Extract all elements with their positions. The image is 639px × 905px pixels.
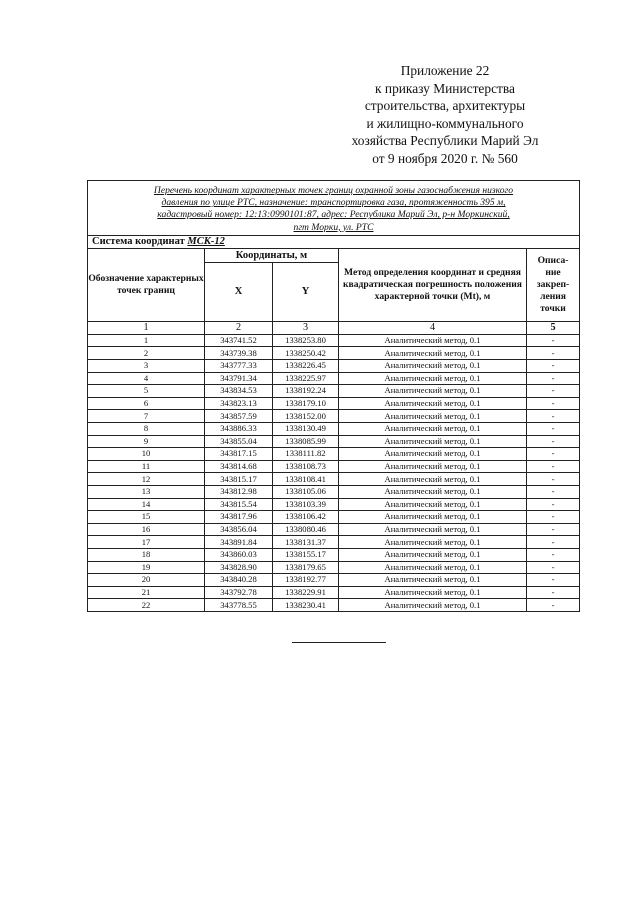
description-cell: - [527, 360, 580, 373]
method-cell: Аналитический метод, 0.1 [339, 410, 527, 423]
y-cell: 1338226.45 [273, 360, 339, 373]
col-desc-header [527, 248, 580, 321]
table-row [88, 523, 580, 536]
y-cell: 1338108.73 [273, 460, 339, 473]
table-row [88, 599, 580, 612]
table-row [88, 536, 580, 549]
point-number-cell: 7 [88, 410, 205, 423]
method-cell: Аналитический метод, 0.1 [339, 574, 527, 587]
method-cell: Аналитический метод, 0.1 [339, 448, 527, 461]
y-cell: 1338230.41 [273, 599, 339, 612]
description-cell: - [527, 385, 580, 398]
table-row [88, 435, 580, 448]
description-cell: - [527, 574, 580, 587]
x-cell: 343856.04 [205, 523, 273, 536]
description-cell: - [527, 473, 580, 486]
table-row [88, 422, 580, 435]
table-row [88, 574, 580, 587]
desc-line: ние [545, 266, 561, 278]
point-number-cell: 13 [88, 485, 205, 498]
description-cell: - [527, 498, 580, 511]
point-number-cell: 1 [88, 334, 205, 347]
method-cell: Аналитический метод, 0.1 [339, 599, 527, 612]
point-number-cell: 5 [88, 385, 205, 398]
method-cell: Аналитический метод, 0.1 [339, 360, 527, 373]
point-number-cell: 22 [88, 599, 205, 612]
point-number-cell: 21 [88, 586, 205, 599]
x-cell: 343815.54 [205, 498, 273, 511]
description-cell: - [527, 397, 580, 410]
desc-line: закреп- [536, 278, 570, 290]
column-number-row [88, 321, 580, 334]
point-number-cell: 4 [88, 372, 205, 385]
method-cell: Аналитический метод, 0.1 [339, 523, 527, 536]
appendix-header [330, 62, 560, 168]
method-cell: Аналитический метод, 0.1 [339, 435, 527, 448]
header-line: хозяйства Республики Марий Эл [351, 133, 539, 149]
col-number: 2 [205, 321, 273, 334]
description-cell: - [527, 347, 580, 360]
system-label: Система координат [92, 236, 185, 248]
table-row [88, 410, 580, 423]
description-cell: - [527, 599, 580, 612]
table-row [88, 548, 580, 561]
method-cell: Аналитический метод, 0.1 [339, 397, 527, 410]
point-number-cell: 19 [88, 561, 205, 574]
point-number-cell: 9 [88, 435, 205, 448]
description-cell: - [527, 435, 580, 448]
method-cell: Аналитический метод, 0.1 [339, 347, 527, 360]
y-cell: 1338080.46 [273, 523, 339, 536]
method-cell: Аналитический метод, 0.1 [339, 473, 527, 486]
y-cell: 1338108.41 [273, 473, 339, 486]
header-row [88, 248, 580, 262]
point-number-cell: 3 [88, 360, 205, 373]
table-row [88, 561, 580, 574]
desc-line: точки [540, 302, 566, 314]
description-cell: - [527, 511, 580, 524]
col-number: 1 [88, 321, 205, 334]
desc-line: ления [540, 290, 566, 302]
method-cell: Аналитический метод, 0.1 [339, 422, 527, 435]
point-number-cell: 20 [88, 574, 205, 587]
col-y-header: Y [273, 262, 339, 321]
method-cell: Аналитический метод, 0.1 [339, 385, 527, 398]
x-cell: 343857.59 [205, 410, 273, 423]
description-cell: - [527, 523, 580, 536]
col-method-header: Метод определения координат и средняя квадратическая погрешность положения характерной точки (Mt), м [339, 248, 527, 321]
y-cell: 1338192.24 [273, 385, 339, 398]
x-cell: 343828.90 [205, 561, 273, 574]
coordinate-system [88, 235, 580, 248]
method-cell: Аналитический метод, 0.1 [339, 511, 527, 524]
method-cell: Аналитический метод, 0.1 [339, 334, 527, 347]
system-value: МСК-12 [187, 236, 225, 248]
header-line: и жилищно-коммунального [366, 115, 524, 131]
y-cell: 1338253.80 [273, 334, 339, 347]
point-number-cell: 10 [88, 448, 205, 461]
point-number-cell: 6 [88, 397, 205, 410]
col-number: 5 [527, 321, 580, 334]
header-line: от 9 ноября 2020 г. № 560 [372, 150, 518, 166]
method-cell: Аналитический метод, 0.1 [339, 372, 527, 385]
table-row [88, 460, 580, 473]
x-cell: 343823.13 [205, 397, 273, 410]
table-row [88, 586, 580, 599]
y-cell: 1338106.42 [273, 511, 339, 524]
method-cell: Аналитический метод, 0.1 [339, 561, 527, 574]
description-cell: - [527, 586, 580, 599]
y-cell: 1338085.99 [273, 435, 339, 448]
point-number-cell: 11 [88, 460, 205, 473]
header-line: Приложение 22 [400, 63, 490, 78]
table-row [88, 334, 580, 347]
table-row [88, 372, 580, 385]
col-number: 3 [273, 321, 339, 334]
caption-line: давления по улице РТС, назначение: транспортировка газа, протяженность 395 м, [161, 197, 506, 209]
point-number-cell: 12 [88, 473, 205, 486]
table-row [88, 511, 580, 524]
header-line: к приказу Министерства [375, 80, 515, 96]
table-row [88, 473, 580, 486]
y-cell: 1338111.82 [273, 448, 339, 461]
point-number-cell: 18 [88, 548, 205, 561]
x-cell: 343834.53 [205, 385, 273, 398]
point-number-cell: 14 [88, 498, 205, 511]
y-cell: 1338152.00 [273, 410, 339, 423]
description-cell: - [527, 548, 580, 561]
caption-line: Перечень координат характерных точек границ охранной зоны газоснабжения низкого [153, 185, 514, 196]
method-cell: Аналитический метод, 0.1 [339, 548, 527, 561]
x-cell: 343741.52 [205, 334, 273, 347]
table-row [88, 448, 580, 461]
table-row [88, 360, 580, 373]
table-caption [88, 181, 580, 236]
y-cell: 1338250.42 [273, 347, 339, 360]
y-cell: 1338179.65 [273, 561, 339, 574]
col-number: 4 [339, 321, 527, 334]
y-cell: 1338130.49 [273, 422, 339, 435]
x-cell: 343840.28 [205, 574, 273, 587]
y-cell: 1338155.17 [273, 548, 339, 561]
description-cell: - [527, 536, 580, 549]
x-cell: 343886.33 [205, 422, 273, 435]
y-cell: 1338229.91 [273, 586, 339, 599]
x-cell: 343817.15 [205, 448, 273, 461]
x-cell: 343792.78 [205, 586, 273, 599]
point-number-cell: 2 [88, 347, 205, 360]
caption-line: кадастровый номер: 12:13:0990101:87, адрес: Республика Марий Эл, р-н Моркинский, [157, 209, 510, 221]
point-number-cell: 8 [88, 422, 205, 435]
caption-line: пгт Морки, ул. РТС [293, 221, 374, 233]
description-cell: - [527, 410, 580, 423]
x-cell: 343814.68 [205, 460, 273, 473]
table-row [88, 485, 580, 498]
description-cell: - [527, 561, 580, 574]
y-cell: 1338131.37 [273, 536, 339, 549]
y-cell: 1338105.06 [273, 485, 339, 498]
description-cell: - [527, 485, 580, 498]
description-cell: - [527, 334, 580, 347]
x-cell: 343860.03 [205, 548, 273, 561]
x-cell: 343777.33 [205, 360, 273, 373]
x-cell: 343891.84 [205, 536, 273, 549]
footer-divider [292, 642, 386, 643]
y-cell: 1338192.77 [273, 574, 339, 587]
description-cell: - [527, 372, 580, 385]
table-row [88, 397, 580, 410]
caption-row [88, 181, 580, 236]
description-cell: - [527, 460, 580, 473]
col-designation-header: Обозначение характерных точек границ [88, 248, 205, 321]
method-cell: Аналитический метод, 0.1 [339, 536, 527, 549]
table-row [88, 385, 580, 398]
method-cell: Аналитический метод, 0.1 [339, 460, 527, 473]
x-cell: 343791.34 [205, 372, 273, 385]
method-cell: Аналитический метод, 0.1 [339, 498, 527, 511]
table-row [88, 498, 580, 511]
x-cell: 343739.38 [205, 347, 273, 360]
point-number-cell: 17 [88, 536, 205, 549]
x-cell: 343812.98 [205, 485, 273, 498]
method-cell: Аналитический метод, 0.1 [339, 586, 527, 599]
y-cell: 1338179.10 [273, 397, 339, 410]
point-number-cell: 16 [88, 523, 205, 536]
col-x-header: X [205, 262, 273, 321]
x-cell: 343815.17 [205, 473, 273, 486]
header-line: строительства, архитектуры [364, 98, 526, 114]
method-cell: Аналитический метод, 0.1 [339, 485, 527, 498]
point-number-cell: 15 [88, 511, 205, 524]
system-row [88, 235, 580, 248]
x-cell: 343855.04 [205, 435, 273, 448]
coordinates-table [87, 180, 580, 612]
col-coords-header: Координаты, м [205, 248, 339, 262]
x-cell: 343778.55 [205, 599, 273, 612]
desc-line: Описа- [537, 254, 569, 266]
y-cell: 1338103.39 [273, 498, 339, 511]
y-cell: 1338225.97 [273, 372, 339, 385]
description-cell: - [527, 422, 580, 435]
description-cell: - [527, 448, 580, 461]
x-cell: 343817.96 [205, 511, 273, 524]
table-row [88, 347, 580, 360]
